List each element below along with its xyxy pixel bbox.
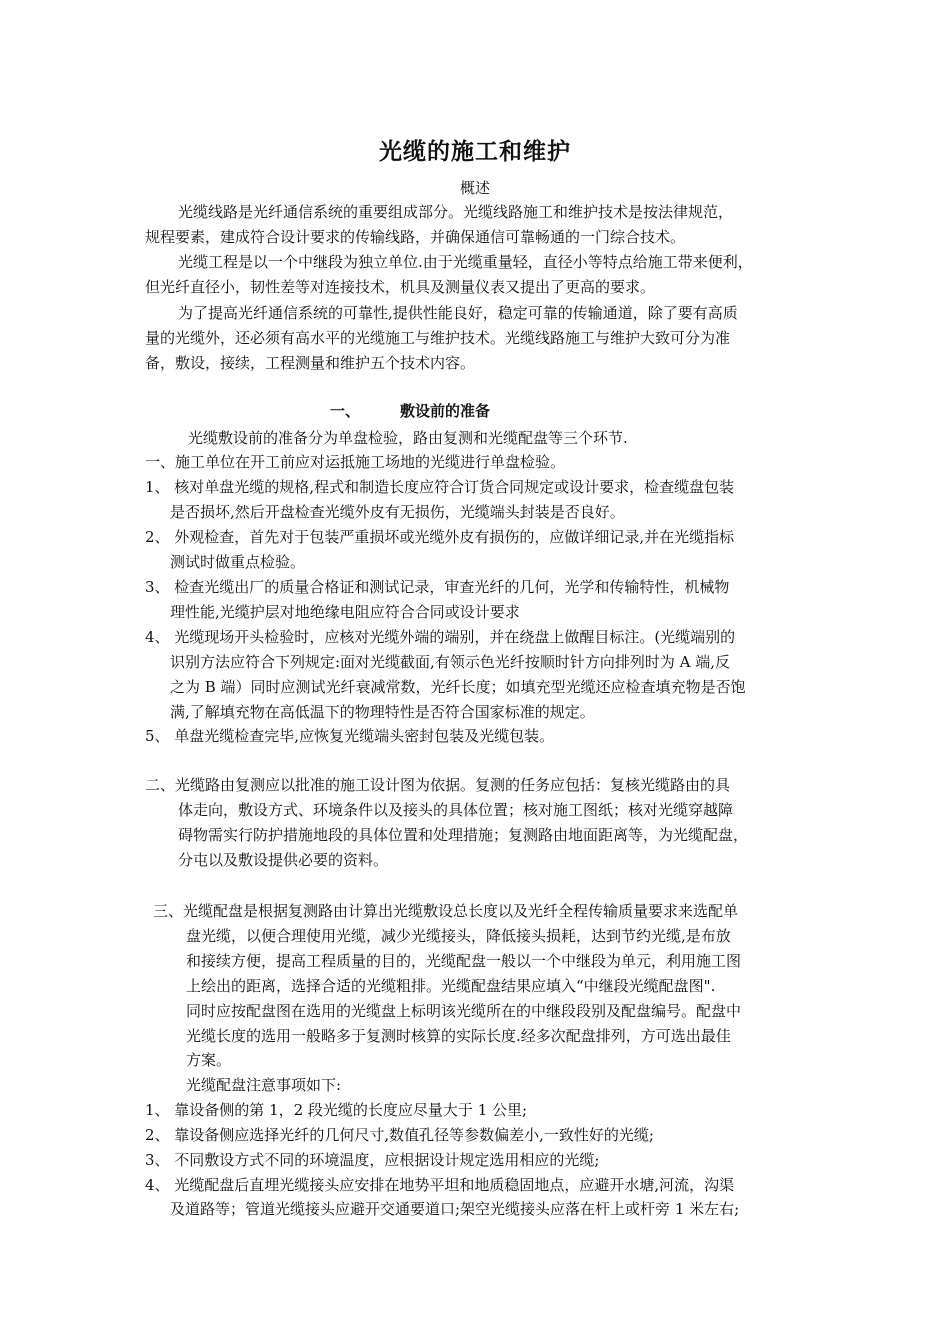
- text-line: 备，敷设，接续，工程测量和维护五个技术内容。: [145, 354, 476, 372]
- list-item: 2、 靠设备侧应选择光纤的几何尺寸,数值孔径等参数偏差小,一致性好的光缆;: [145, 1126, 654, 1144]
- text-line: 同时应按配盘图在选用的光缆盘上标明该光缆所在的中继段段别及配盘编号。配盘中: [186, 1002, 742, 1020]
- text-line: 体走向，敷设方式、环境条件以及接头的具体位置；核对施工图纸；核对光缆穿越障: [178, 801, 734, 819]
- text-line: 但光纤直径小，韧性差等对连接技术，机具及测量仪表又提出了更高的要求。: [145, 278, 656, 296]
- text-line: 光缆敷设前的准备分为单盘检验，路由复测和光缆配盘等三个环节.: [188, 429, 628, 447]
- text-line: 理性能,光缆护层对地绝缘电阻应符合合同或设计要求: [170, 603, 520, 621]
- list-item: 1、 靠设备侧的第 1，2 段光缆的长度应尽量大于 1 公里;: [145, 1101, 528, 1119]
- list-item: 2、 外观检查，首先对于包装严重损坏或光缆外皮有损伤的，应做详细记录,并在光缆指标: [145, 528, 735, 546]
- text-line: 测试时做重点检验。: [170, 553, 306, 571]
- text-line: 盘光缆，以便合理使用光缆，减少光缆接头，降低接头损耗，达到节约光缆,是布放: [186, 927, 731, 945]
- text-line: 方案。: [186, 1051, 232, 1069]
- section-heading: [330, 400, 490, 421]
- text-line: 识别方法应符合下列规定:面对光缆截面,有领示色光纤按顺时针方向排列时为 A 端,反: [170, 653, 730, 671]
- text-line: 一、施工单位在开工前应对运抵施工场地的光缆进行单盘检验。: [145, 453, 566, 471]
- text-line: 光缆工程是以一个中继段为独立单位.由于光缆重量轻，直径小等特点给施工带来便利，: [178, 253, 753, 271]
- text-line: 光缆长度的选用一般略多于复测时核算的实际长度.经多次配盘排列，方可选出最佳: [186, 1027, 731, 1045]
- text-line: 及道路等；管道光缆接头应避开交通要道口;架空光缆接头应落在杆上或杆旁 1 米左右;: [170, 1200, 740, 1218]
- list-item: 4、 光缆配盘后直埋光缆接头应安排在地势平坦和地质稳固地点，应避开水塘,河流，沟渠: [145, 1176, 735, 1194]
- text-line: 光缆线路是光纤通信系统的重要组成部分。光缆线路施工和维护技术是按法律规范，: [178, 203, 734, 221]
- section-title: 敷设前的准备: [400, 402, 491, 420]
- text-line: 满,了解填充物在高低温下的物理特性是否符合国家标准的规定。: [170, 703, 595, 721]
- page-title: 光缆的施工和维护: [379, 138, 571, 165]
- list-item: 1、 核对单盘光缆的规格,程式和制造长度应符合订货合同规定或设计要求，检查缆盘包装: [145, 478, 735, 496]
- text-line: 是否损坏,然后开盘检查光缆外皮有无损伤，光缆端头封装是否良好。: [170, 503, 625, 521]
- text-line: 碍物需实行防护措施地段的具体位置和处理措施；复测路由地面距离等，为光缆配盘，: [178, 826, 749, 844]
- text-line: 之为 B 端）同时应测试光纤衰减常数，光纤长度；如填充型光缆还应检查填充物是否饱: [170, 678, 746, 696]
- text-line: 上绘出的距离，选择合适的光缆粗排。光缆配盘结果应填入“中继段光缆配盘图".: [186, 977, 716, 995]
- list-item: 3、 不同敷设方式不同的环境温度，应根据设计规定选用相应的光缆;: [145, 1151, 600, 1169]
- list-item: 3、 检查光缆出厂的质量合格证和测试记录，审查光纤的几何，光学和传输特性，机械物: [145, 578, 730, 596]
- page-subtitle: 概述: [459, 179, 490, 197]
- text-line: 为了提高光纤通信系统的可靠性,提供性能良好，稳定可靠的传输通道，除了要有高质: [178, 304, 738, 322]
- text-line: 和接续方便，提高工程质量的目的，光缆配盘一般以一个中继段为单元，利用施工图: [186, 952, 742, 970]
- text-line: 光缆配盘注意事项如下:: [186, 1076, 342, 1094]
- list-item: 5、 单盘光缆检查完毕,应恢复光缆端头密封包装及光缆包装。: [145, 727, 555, 745]
- list-item: 二、光缆路由复测应以批准的施工设计图为依据。复测的任务应包括：复核光缆路由的具: [145, 776, 731, 794]
- section-number: 一、: [330, 402, 361, 420]
- text-line: 分屯以及敷设提供必要的资料。: [178, 851, 389, 869]
- text-line: 量的光缆外，还必须有高水平的光缆施工与维护技术。光缆线路施工与维护大致可分为准: [145, 329, 731, 347]
- text-line: 规程要素，建成符合设计要求的传输线路，并确保通信可靠畅通的一门综合技术。: [145, 228, 686, 246]
- list-item: 4、 光缆现场开头检验时，应核对光缆外端的端别，并在绕盘上做醒目标注。(光缆端别的: [145, 628, 736, 646]
- list-item: 三、光缆配盘是根据复测路由计算出光缆敷设总长度以及光纤全程传输质量要求来选配单: [153, 902, 739, 920]
